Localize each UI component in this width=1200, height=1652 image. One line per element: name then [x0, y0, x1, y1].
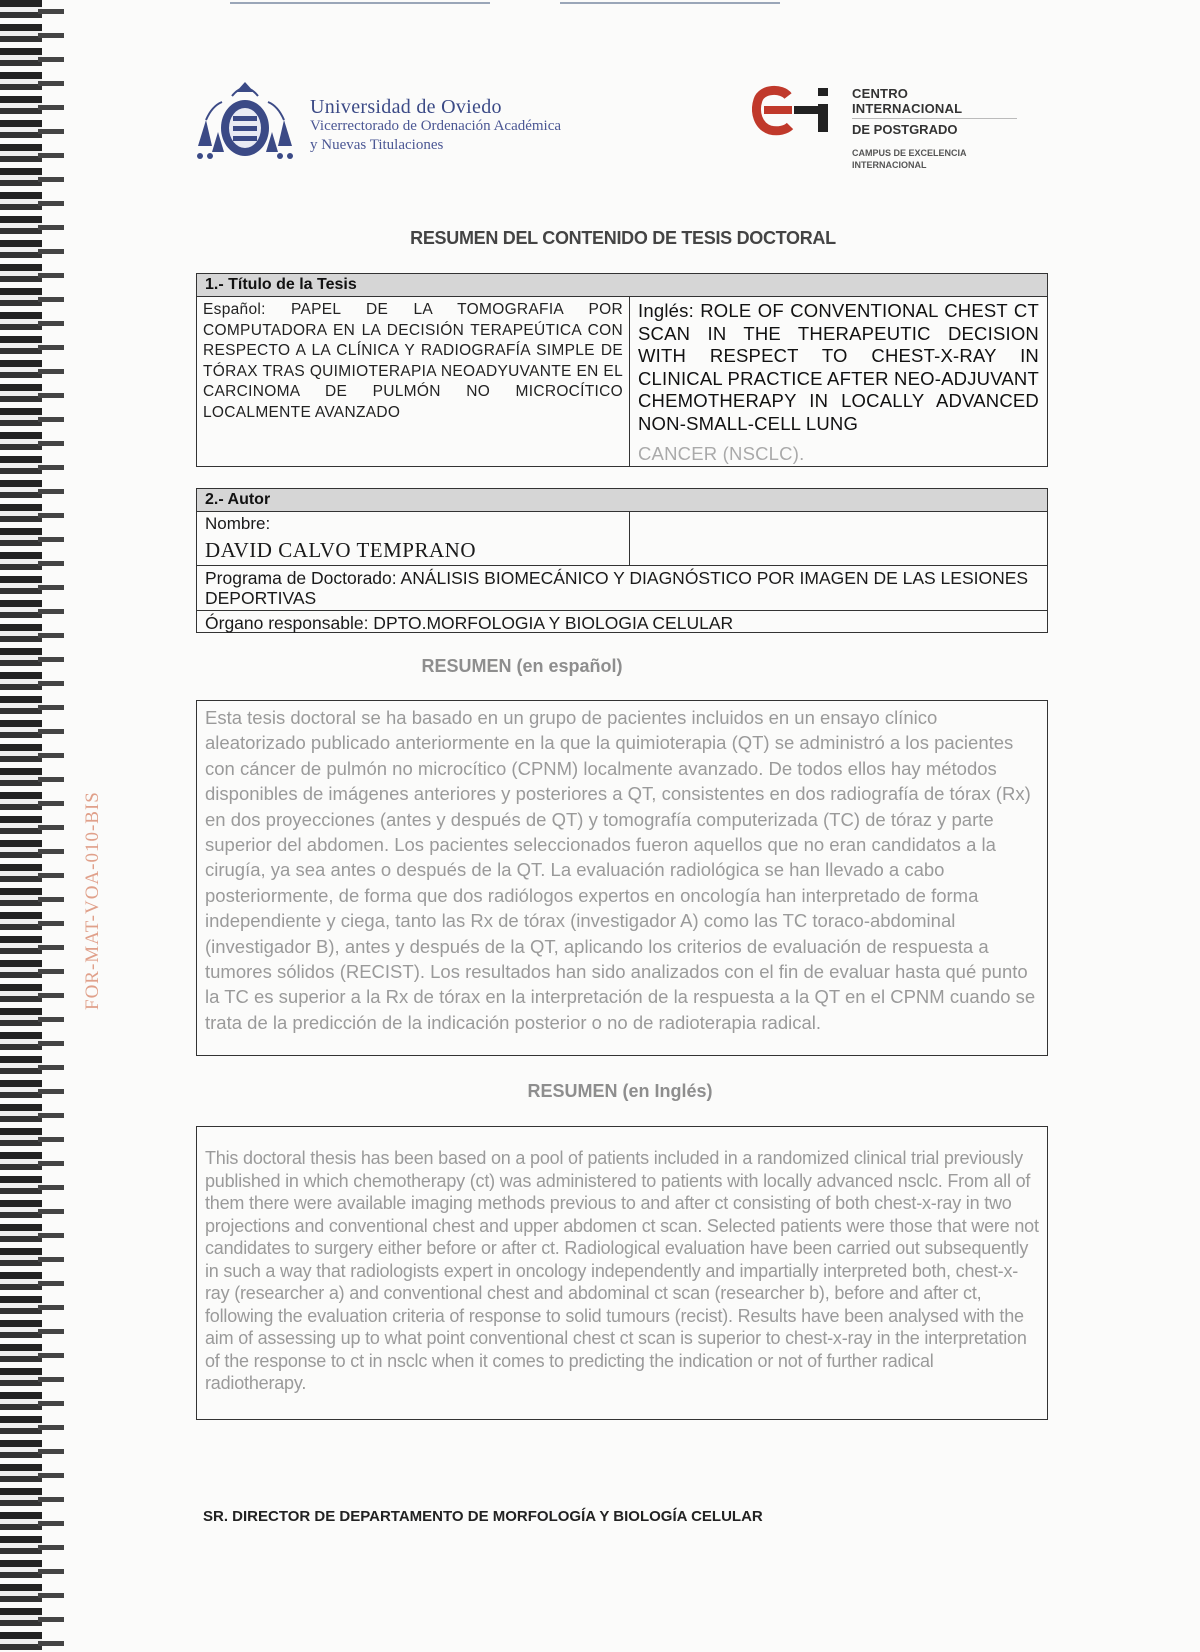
author-name: DAVID CALVO TEMPRANO: [205, 538, 476, 562]
cip-header: [752, 82, 1022, 172]
university-seal-icon: [192, 76, 298, 162]
abstract-spanish: Esta tesis doctoral se ha basado en un grupo de pacientes incluidos en un ensayo clínico aleatorizado publicado anteriormente en la que la quimioterapia (QT) se administró a los pacientes con cáncer de pulmón no microcítico (CPNM) localmente avanzado. De todos ellos hay métodos disponibles de imágenes anteriores y posteriores a QT, consistentes en dos radiografía de tórax (Rx) en dos proyecciones (antes y después de QT) y tomografía computerizada (TC) de tóraz y parte superior del abdomen. Los pacientes seleccionados fueron aquellos que no eran candidatos a la cirugía, ya sea antes o después de la QT. La evaluación radiológica se han llevado a cabo posteriormente, de forma que dos radiólogos expertos en oncología han interpretado de forma independiente y ciega, tanto las Rx de tórax (investigador A) como las TC toraco-abdominal (investigador B), antes y después de la QT, aplicando los criterios de evaluación de respuesta a tumores sólidos (RECIST). Los resultados han sido analizados con el fin de evaluar hasta qué punto la TC es superior a la Rx de tórax en la interpretación de la respuesta a la QT en el CPNM cuando se trata de la predicción de la indicación posterior o no de radioterapia radical.: [196, 700, 1048, 1056]
spiral-binding-teeth: [38, 0, 64, 1652]
footer-addressee: SR. DIRECTOR DE DEPARTAMENTO DE MORFOLOGÍA Y BIOLOGÍA CELULAR: [203, 1508, 763, 1525]
title-english-tail: CANCER (NSCLC).: [638, 443, 805, 464]
title-english: Inglés: ROLE OF CONVENTIONAL CHEST CT SCAN IN THE THERAPEUTIC DECISION WITH RESPECT TO CHEST-X-RAY IN CLINICAL PRACTICE AFTER NEO-ADJUVANT CHEMOTHERAPY IN LOCALLY ADVANCED NON-SMALL-CELL LUNG: [638, 300, 1039, 434]
abstract-english: This doctoral thesis has been based on a pool of patients included in a randomized clinical trial previously published in which chemotherapy (ct) was administered to patients with locally advanced nsclc. From all of them there were available imaging methods previous to and after ct consisting of both chest-x-ray in two projections and conventional chest and upper abdomen ct scan. Selected patients were those that were not candidates to surgery either before or after ct. Radiological evaluation have been carried out subsequently in such a way that radiologists expert in oncology independently and impartially interpreted both, chest-x-ray (researcher a) and conventional chest and abdominal ct scan (researcher b), before and after ct, following the evaluation criteria of response to solid tumours (recist). Results have been analysed with the aim of assessing up to what point conventional chest ct scan is superior to chest-x-ray in the interpretation of the response to ct in nsclc when it comes to predicting the indication or not of further radical radiotherapy.: [196, 1126, 1048, 1420]
abstract-es-heading: RESUMEN (en español): [421, 656, 623, 676]
section-heading: 2.- Autor: [197, 489, 1047, 512]
section-heading: 1.- Título de la Tesis: [197, 274, 1047, 297]
university-name: Universidad de Oviedo: [310, 96, 502, 118]
doctoral-program: Programa de Doctorado: ANÁLISIS BIOMECÁNICO Y DIAGNÓSTICO POR IMAGEN DE LAS LESIONES DEPORTIVAS: [197, 565, 1047, 610]
abstract-en-heading: RESUMEN (en Inglés): [527, 1081, 713, 1101]
top-scan-line: [230, 2, 490, 4]
top-scan-line: [560, 2, 780, 4]
thesis-title-section: [196, 273, 1048, 467]
name-label: Nombre:: [205, 514, 271, 533]
title-spanish: Español: PAPEL DE LA TOMOGRAFIA POR COMPUTADORA EN LA DECISIÓN TERAPEÚTICA CON RESPECTO A LA CLÍNICA Y RADIOGRAFÍA SIMPLE DE TÓRAX TRAS QUIMIOTERAPIA NEOADYUVANTE EN EL CARCINOMA DE PULMÓN NO MICROCÍTICO LOCALMENTE AVANZADO: [203, 301, 623, 421]
university-header: [192, 76, 562, 164]
side-document-code: FOR-MAT-VOA-010-BIS: [82, 791, 103, 1010]
cip-divider: [852, 118, 1017, 119]
cip-subtitle: INTERNACIONAL: [852, 160, 927, 170]
university-line: Vicerrectorado de Ordenación Académica: [310, 118, 562, 134]
responsible-organ: Órgano responsable: DPTO.MORFOLOGIA Y BIOLOGIA CELULAR: [197, 610, 1047, 635]
document-title: RESUMEN DEL CONTENIDO DE TESIS DOCTORAL: [410, 228, 836, 248]
author-section: [196, 488, 1048, 633]
empty-cell: [630, 512, 1047, 565]
cip-title-line: CENTRO INTERNACIONAL: [852, 86, 963, 116]
cip-title-line: DE POSTGRADO: [852, 122, 958, 137]
university-line: y Nuevas Titulaciones: [310, 137, 444, 153]
cip-logo-icon: [752, 82, 844, 142]
cip-subtitle: CAMPUS DE EXCELENCIA: [852, 148, 967, 158]
